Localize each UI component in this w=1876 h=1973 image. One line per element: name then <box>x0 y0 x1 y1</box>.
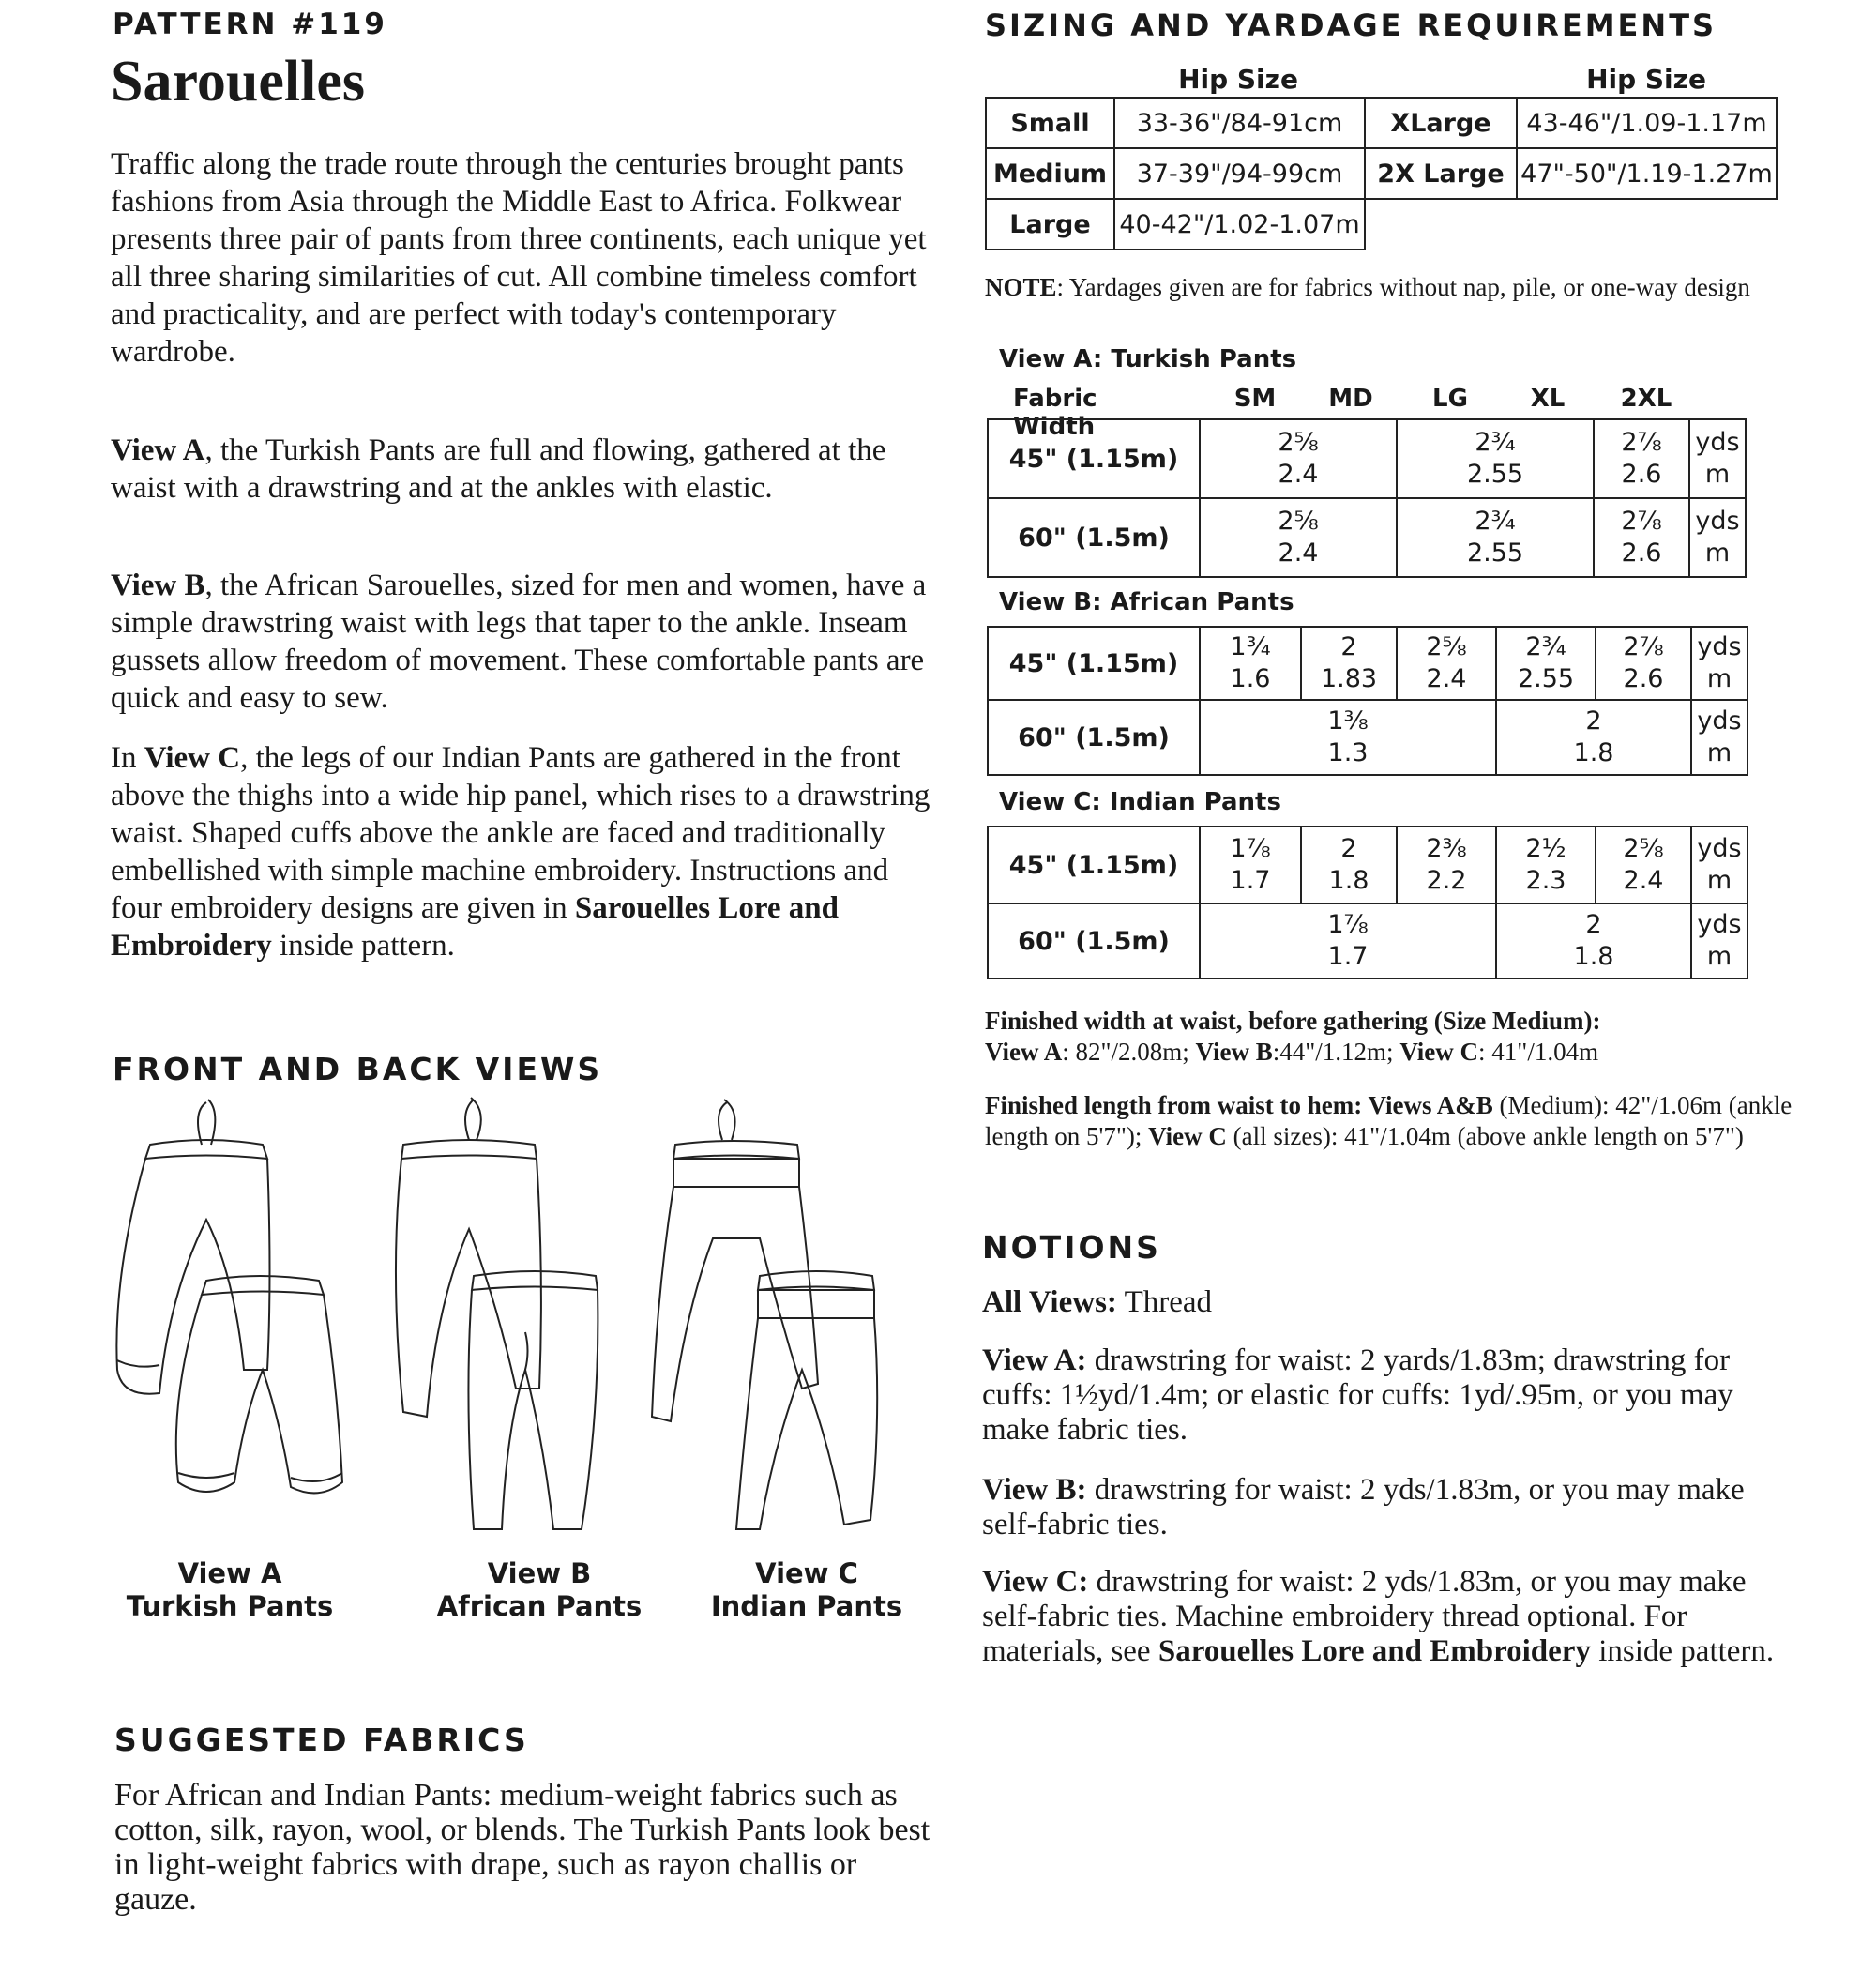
note-label: NOTE <box>985 273 1057 301</box>
notions-view-a <box>982 1343 1789 1448</box>
view-a-label: View A <box>111 433 205 467</box>
finished-width <box>985 1006 1801 1068</box>
yds-value: 2⅝ <box>1623 834 1664 863</box>
yardage-cell <box>1397 827 1496 903</box>
view-c-yardage-table <box>987 826 1748 979</box>
m-value: 2.55 <box>1466 460 1524 489</box>
yardage-cell <box>1200 498 1397 577</box>
yds-value: 1¾ <box>1230 632 1271 661</box>
notions-view-c <box>982 1565 1789 1669</box>
lore-reference: Sarouelles Lore and Embroidery <box>111 891 840 963</box>
col-fabric-width: Fabric Width <box>1013 385 1097 441</box>
table-row <box>988 627 1747 700</box>
sizing-table <box>985 97 1778 250</box>
yardage-cell <box>1200 627 1301 700</box>
finished-length-c-value: (all sizes): 41"/1.04m (above ankle length on 5'7") <box>1226 1122 1744 1150</box>
unit-cell <box>1691 903 1747 979</box>
view-c-yardage-title: View C: Indian Pants <box>999 788 1281 816</box>
caption-view-a-name: Turkish Pants <box>126 1590 334 1622</box>
yds-value: 2 <box>1340 632 1357 661</box>
yds-value: 1⅞ <box>1230 834 1271 863</box>
notions-view-b-text: drawstring for waist: 2 yds/1.83m, or you may make self-fabric ties. <box>982 1473 1745 1541</box>
notions-view-a-text: drawstring for waist: 2 yards/1.83m; drawstring for cuffs: 1½yd/1.4m; or elastic for cuffs: 1yd/.95m, or you may make fabric ties. <box>982 1343 1733 1447</box>
hip-cell: 37-39"/94-99cm <box>1114 148 1365 199</box>
hip-size-header-2: Hip Size <box>1586 64 1706 95</box>
view-c-front-drawing <box>652 1100 818 1421</box>
fabric-width-cell: 45" (1.15m) <box>988 827 1200 903</box>
unit-yds: yds <box>1697 834 1742 863</box>
unit-yds: yds <box>1695 507 1740 536</box>
m-value: 1.7 <box>1230 866 1271 895</box>
view-c-paragraph <box>111 739 936 964</box>
col-sm: SM <box>1233 385 1277 413</box>
caption-view-a <box>122 1557 338 1623</box>
empty-cell <box>1517 199 1777 250</box>
hip-cell: 43-46"/1.09-1.17m <box>1517 98 1777 148</box>
finished-width-view-a: View A <box>985 1038 1063 1066</box>
view-a-paragraph <box>111 432 936 507</box>
view-b-label: View B <box>111 569 205 602</box>
notions-all-text: Thread <box>1116 1285 1213 1319</box>
unit-m: m <box>1706 664 1732 693</box>
view-a-yardage-table <box>987 418 1747 578</box>
m-value: 2.4 <box>1623 866 1664 895</box>
table-row <box>986 98 1777 148</box>
yardage-cell <box>1301 827 1397 903</box>
notions-view-a-label: View A: <box>982 1343 1087 1377</box>
m-value: 1.6 <box>1230 664 1271 693</box>
col-md: MD <box>1328 385 1373 413</box>
yds-value: 2⅞ <box>1621 428 1662 457</box>
notions-view-b <box>982 1473 1789 1542</box>
finished-length-ab-value: (Medium): 42"/1.06m (ankle length on 5'7"); <box>985 1091 1793 1150</box>
unit-m: m <box>1706 866 1732 895</box>
suggested-fabrics-heading: SUGGESTED FABRICS <box>114 1722 529 1758</box>
caption-view-b-name: African Pants <box>436 1590 643 1622</box>
view-a-text: , the Turkish Pants are full and flowing, gathered at the waist with a drawstring and at the ankles with elastic. <box>111 433 886 505</box>
view-b-yardage-table <box>987 626 1748 776</box>
table-row <box>988 827 1747 903</box>
notions-lore-reference: Sarouelles Lore and Embroidery <box>1157 1634 1591 1668</box>
view-b-text: , the African Sarouelles, sized for men and women, have a simple drawstring waist with legs that taper to the ankle. Inseam gussets allow freedom of movement. These comfortable pants are quick and easy to sew. <box>111 569 927 715</box>
suggested-fabrics-text: For African and Indian Pants: medium-weight fabrics such as cotton, silk, rayon, wool, or blends. The Turkish Pants look best in light-weight fabrics with drape, such as rayon challis or gauze. <box>114 1778 930 1917</box>
finished-width-b-value: :44"/1.12m; <box>1272 1038 1400 1066</box>
notions-view-c-suffix: inside pattern. <box>1590 1634 1775 1668</box>
yds-value: 2⅜ <box>1426 834 1467 863</box>
fabric-width-cell: 60" (1.5m) <box>988 700 1200 775</box>
yardage-cell <box>1200 419 1397 498</box>
unit-m: m <box>1706 738 1732 767</box>
hip-cell: 33-36"/84-91cm <box>1114 98 1365 148</box>
yardage-cell <box>1397 627 1496 700</box>
view-a-yardage-title: View A: Turkish Pants <box>999 345 1297 373</box>
yds-value: 2½ <box>1525 834 1566 863</box>
yardage-cell <box>1200 700 1496 775</box>
table-row <box>988 700 1747 775</box>
finished-width-a-value: : 82"/2.08m; <box>1062 1038 1196 1066</box>
fabric-width-cell: 45" (1.15m) <box>988 419 1200 498</box>
unit-yds: yds <box>1697 706 1742 736</box>
unit-yds: yds <box>1695 428 1740 457</box>
size-cell: Large <box>986 199 1114 250</box>
notions-all-views <box>982 1285 1798 1320</box>
yardage-note <box>985 272 1792 303</box>
view-c-label: View C <box>144 741 241 775</box>
m-value: 2.4 <box>1278 460 1319 489</box>
view-b-paragraph <box>111 567 936 717</box>
hip-cell: 47"-50"/1.19-1.27m <box>1517 148 1777 199</box>
page-title: Sarouelles <box>111 50 365 114</box>
col-2xl: 2XL <box>1620 385 1672 413</box>
yds-value: 2⅝ <box>1426 632 1467 661</box>
m-value: 2.3 <box>1525 866 1566 895</box>
yardage-cell <box>1596 627 1691 700</box>
front-back-heading: FRONT AND BACK VIEWS <box>113 1051 603 1087</box>
yds-value: 1⅜ <box>1327 706 1369 736</box>
m-value: 2.55 <box>1466 539 1524 568</box>
yardage-cell <box>1200 827 1301 903</box>
pants-illustrations <box>103 1088 929 1539</box>
yds-value: 2⅝ <box>1278 507 1319 536</box>
caption-view-c-name: Indian Pants <box>710 1590 903 1622</box>
table-row <box>988 903 1747 979</box>
yds-value: 2 <box>1585 706 1602 736</box>
unit-yds: yds <box>1697 910 1742 939</box>
unit-cell <box>1691 827 1747 903</box>
fabric-width-cell: 45" (1.15m) <box>988 627 1200 700</box>
yds-value: 2¾ <box>1525 632 1566 661</box>
empty-cell <box>1365 199 1517 250</box>
unit-m: m <box>1704 539 1731 568</box>
yds-value: 2¾ <box>1475 428 1516 457</box>
yardage-cell <box>1301 627 1397 700</box>
finished-length <box>985 1090 1801 1152</box>
yardage-cell <box>1496 700 1691 775</box>
unit-cell <box>1691 700 1747 775</box>
m-value: 1.8 <box>1328 866 1369 895</box>
size-cell: Small <box>986 98 1114 148</box>
yardage-cell <box>1397 498 1594 577</box>
view-c-prefix: In <box>111 741 144 775</box>
m-value: 2.2 <box>1426 866 1467 895</box>
finished-width-view-c: View C <box>1399 1038 1479 1066</box>
yardage-cell <box>1200 903 1496 979</box>
notions-view-b-label: View B: <box>982 1473 1087 1507</box>
yardage-cell <box>1496 903 1691 979</box>
yardage-cell <box>1594 419 1689 498</box>
notions-all-label: All Views: <box>982 1285 1117 1319</box>
m-value: 2.55 <box>1517 664 1575 693</box>
fabric-width-cell: 60" (1.5m) <box>988 498 1200 577</box>
col-lg: LG <box>1432 385 1468 413</box>
caption-view-c <box>699 1557 915 1623</box>
size-cell: XLarge <box>1365 98 1517 148</box>
unit-cell <box>1689 419 1746 498</box>
finished-length-label: Finished length from waist to hem: Views A&B <box>985 1091 1493 1119</box>
table-row <box>988 498 1746 577</box>
yardage-cell <box>1496 827 1596 903</box>
pattern-number: PATTERN #119 <box>113 8 387 41</box>
unit-cell <box>1691 627 1747 700</box>
yds-value: 2¾ <box>1475 507 1516 536</box>
m-value: 2.6 <box>1623 664 1664 693</box>
caption-view-a-label: View A <box>177 1557 282 1589</box>
m-value: 1.8 <box>1573 942 1614 971</box>
finished-length-view-c: View C <box>1148 1122 1227 1150</box>
m-value: 2.6 <box>1621 539 1662 568</box>
m-value: 1.7 <box>1327 942 1369 971</box>
unit-yds: yds <box>1697 632 1742 661</box>
hip-size-header-1: Hip Size <box>1178 64 1298 95</box>
hip-cell: 40-42"/1.02-1.07m <box>1114 199 1365 250</box>
col-xl: XL <box>1530 385 1566 413</box>
table-row <box>986 148 1777 199</box>
finished-width-view-b: View B <box>1195 1038 1273 1066</box>
finished-width-label: Finished width at waist, before gathering (Size Medium): <box>985 1007 1601 1035</box>
view-b-yardage-title: View B: African Pants <box>999 588 1294 616</box>
notions-view-c-label: View C: <box>982 1565 1089 1599</box>
yds-value: 2⅞ <box>1623 632 1664 661</box>
yardage-cell <box>1397 419 1594 498</box>
m-value: 2.4 <box>1278 539 1319 568</box>
yds-value: 2⅝ <box>1278 428 1319 457</box>
yds-value: 2 <box>1340 834 1357 863</box>
yardage-cell <box>1596 827 1691 903</box>
table-row <box>988 419 1746 498</box>
view-a-back-drawing <box>176 1276 342 1493</box>
yardage-cell <box>1496 627 1596 700</box>
yds-value: 2 <box>1585 910 1602 939</box>
size-cell: Medium <box>986 148 1114 199</box>
view-c-back-drawing <box>736 1271 877 1529</box>
finished-width-c-value: : 41"/1.04m <box>1478 1038 1599 1066</box>
m-value: 1.83 <box>1320 664 1378 693</box>
m-value: 2.4 <box>1426 664 1467 693</box>
unit-m: m <box>1704 460 1731 489</box>
view-c-text: , the legs of our Indian Pants are gathered in the front above the thighs into a wide hip panel, which rises to a drawstring waist. Shaped cuffs above the ankle are faced and traditionally embellished with simple machine embroidery. Instructions and four embroidery designs are given in <box>111 741 930 925</box>
view-c-suffix: inside pattern. <box>271 929 455 963</box>
notions-heading: NOTIONS <box>982 1229 1161 1266</box>
yardage-cell <box>1594 498 1689 577</box>
unit-m: m <box>1706 942 1732 971</box>
caption-view-c-label: View C <box>755 1557 858 1589</box>
m-value: 1.8 <box>1573 738 1614 767</box>
size-cell: 2X Large <box>1365 148 1517 199</box>
table-row <box>986 199 1777 250</box>
view-b-back-drawing <box>468 1271 598 1529</box>
yds-value: 2⅞ <box>1621 507 1662 536</box>
m-value: 1.3 <box>1327 738 1369 767</box>
fabric-width-cell: 60" (1.5m) <box>988 903 1200 979</box>
view-a-front-drawing <box>116 1100 269 1394</box>
yardage-column-headers <box>985 385 1773 441</box>
sizing-heading: SIZING AND YARDAGE REQUIREMENTS <box>985 8 1717 43</box>
notions-view-c-text: drawstring for waist: 2 yds/1.83m, or you may make self-fabric ties. Machine embroidery thread optional. For materials, see <box>982 1565 1747 1668</box>
intro-paragraph <box>111 145 936 371</box>
intro-text: Traffic along the trade route through the centuries brought pants fashions from Asia through the Middle East to Africa. Folkwear presents three pair of pants from three continents, each unique yet all three sharing similarities of cut. All combine timeless comfort and practicality, and are perfect with today's contemporary wardrobe. <box>111 147 927 369</box>
yds-value: 1⅞ <box>1327 910 1369 939</box>
unit-cell <box>1689 498 1746 577</box>
note-text: : Yardages given are for fabrics without nap, pile, or one-way design <box>1056 273 1750 301</box>
caption-view-b <box>431 1557 647 1623</box>
caption-view-b-label: View B <box>487 1557 592 1589</box>
m-value: 2.6 <box>1621 460 1662 489</box>
